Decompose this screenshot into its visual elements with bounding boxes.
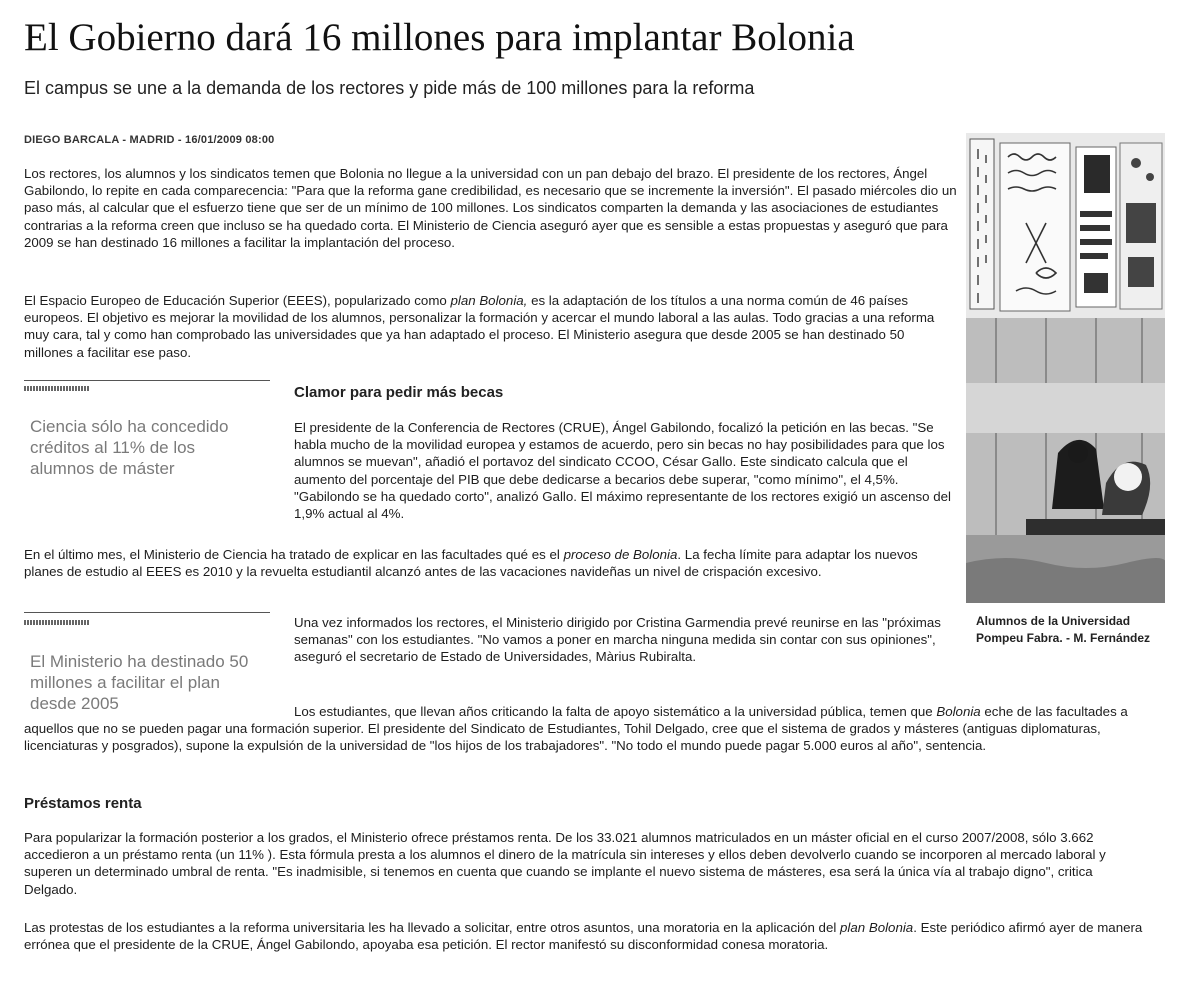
photo-caption: Alumnos de la Universidad Pompeu Fabra. - M. Fernández	[976, 614, 1151, 645]
subhead-prestamos: Préstamos renta	[24, 795, 142, 812]
pullquote-2: El Ministerio ha destinado 50 millones a facilitar el plan desde 2005	[30, 652, 249, 713]
article-photo	[966, 133, 1165, 603]
paragraph-1: Los rectores, los alumnos y los sindicatos temen que Bolonia no llegue a la universidad con un pan debajo del brazo. El presidente de los rectores, Ángel Gabilondo, lo repite en cada comparecencia: "Para que la reforma gane credibilidad, es necesario que se incremente la inversión". El pasado miércoles dio un paso más, al calcular que el esfuerzo tiene que ser de un mínimo de 100 millones. Los sindicatos comparten la demanda y las asociaciones de estudiantes contrarias a la reforma creen que incluso se ha quedado corta. El Ministerio de Ciencia aseguró ayer que es sensible a estas propuestas y aseguró que para 2009 se han destinado 16 millones a facilitar la implantación del proceso.	[24, 166, 957, 250]
subhead-clamor: Clamor para pedir más becas	[294, 384, 504, 401]
paragraph-5: Una vez informados los rectores, el Ministerio dirigido por Cristina Garmendia prevé reunirse en las "próximas semanas" con los estudiantes. "No vamos a poner en marcha ninguna medida sin contar con sus opiniones", aseguró el secretario de Estado de Universidades, Màrius Rubiralta.	[294, 615, 941, 665]
article-title: El Gobierno dará 16 millones para implantar Bolonia	[24, 16, 855, 59]
article-subtitle: El campus se une a la demanda de los rectores y pide más de 100 millones para la reforma	[24, 78, 755, 98]
paragraph-3: El presidente de la Conferencia de Rectores (CRUE), Ángel Gabilondo, focalizó la petición en las becas. "Se habla mucho de la movilidad europea y estamos de acuerdo, pero sin becas no hay posibilidades para que los alumnos se muevan", añadió el portavoz del sindicato CCOO, César Gallo. Este sindicato calcula que el aumento del porcentaje del PIB que debe dedicarse a becarios debe superar, "como mínimo", el 4,5%. "Gabilondo se ha quedado corto", analizó Gallo. El máximo representante de los rectores exigió un ascenso del 1,9% actual al 4%.	[294, 420, 951, 522]
pullquote-2-mark	[24, 620, 90, 625]
pullquote-2-rule	[24, 612, 270, 613]
pullquote-1-mark	[24, 386, 90, 391]
pullquote-1: Ciencia sólo ha concedido créditos al 11% de los alumnos de máster	[30, 417, 229, 478]
paragraph-2: El Espacio Europeo de Educación Superior (EEES), popularizado como plan Bolonia, es la adaptación de los títulos a una norma común de 46 países europeos. El objetivo es mejorar la movilidad de los alumnos, personalizar la formación y acercar el mundo laboral a las aulas. Todo gracias a una reforma muy cara, tal y como han comprobado las universidades que ya han adaptado el proceso. El Ministerio asegura que desde 2005 se han destinado 50 millones a facilitar ese paso.	[24, 293, 935, 360]
paragraph-6: Los estudiantes, que llevan años criticando la falta de apoyo sistemático a la universidad pública, temen que Bolonia eche de las facultades a aquellos que no se pueden pagar una formación superior. El presidente del Sindicato de Estudiantes, Tohil Delgado, cree que el sistema de grados y másteres (antiguas diplomaturas, licenciaturas y posgrados), supone la expulsión de la universidad de "los hijos de los trabajadores". "No todo el mundo puede pagar 5.000 euros al año", sentencia.	[24, 704, 1128, 754]
pullquote-1-rule	[24, 380, 270, 381]
paragraph-4: En el último mes, el Ministerio de Ciencia ha tratado de explicar en las facultades qué es el proceso de Bolonia. La fecha límite para adaptar los nuevos planes de estudio al EEES es 2010 y la revuelta estudiantil alcanzó antes de las vacaciones navideñas un nivel de crispación excesivo.	[24, 547, 918, 580]
paragraph-7: Para popularizar la formación posterior a los grados, el Ministerio ofrece préstamos renta. De los 33.021 alumnos matriculados en un máster oficial en el curso 2007/2008, sólo 3.662 accedieron a un préstamo renta (un 11% ). Esta fórmula presta a los alumnos el dinero de la matrícula sin intereses y ellos deben devolverlo cuando se incorporen al mercado laboral y superen un determinado umbral de renta. "Es inadmisible, si tenemos en cuenta que cuando se implante el nuevo sistema de másteres, esa será la única vía al trabajo digno", critica Delgado.	[24, 830, 1106, 897]
byline: DIEGO BARCALA - MADRID - 16/01/2009 08:00	[24, 134, 275, 146]
paragraph-8: Las protestas de los estudiantes a la reforma universitaria les ha llevado a solicitar, entre otros asuntos, una moratoria en la aplicación del plan Bolonia. Este periódico afirmó ayer de manera errónea que el presidente de la CRUE, Ángel Gabilondo, apoyaba esa petición. El rector manifestó su disconformidad conesa moratoria.	[24, 920, 1143, 953]
